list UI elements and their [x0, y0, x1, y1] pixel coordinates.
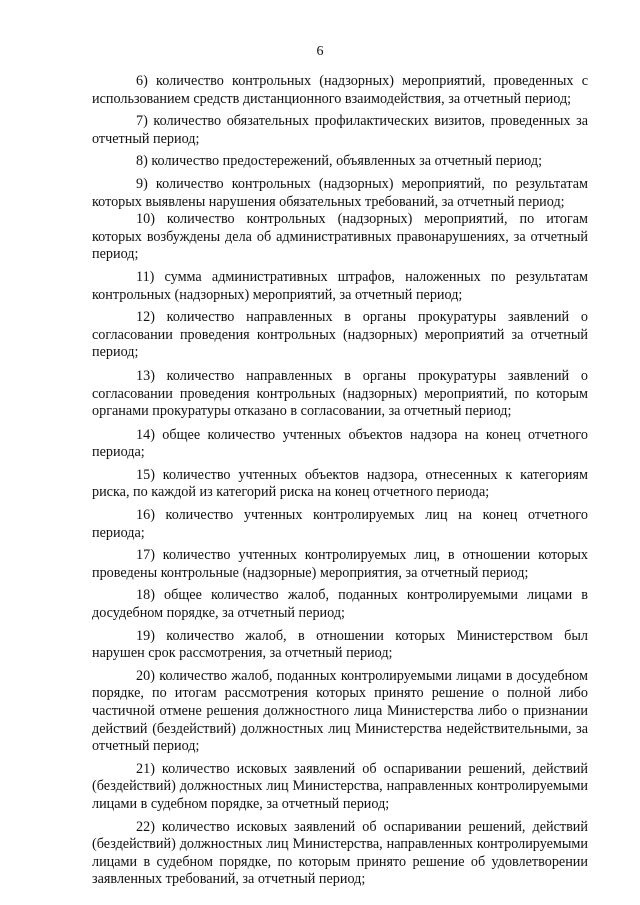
list-item-14: 14) общее количество учтенных объектов надзора на конец отчетного периода; [92, 426, 588, 461]
page-number: 6 [316, 44, 324, 59]
list-item-22: 22) количество исковых заявлений об оспаривании решений, действий (бездействий) должностных лиц Министерства, направленных контролируемыми лицами в судебном порядке, по которым принято решение об удовлетворении заявленных требований, за отчетный период; [92, 818, 588, 888]
list-item-19: 19) количество жалоб, в отношении которых Министерством был нарушен срок рассмотрения, за отчетный период; [92, 627, 588, 662]
list-item-21: 21) количество исковых заявлений об оспаривании решений, действий (бездействий) должностных лиц Министерства, направленных контролируемыми лицами в судебном порядке, за отчетный период; [92, 760, 588, 812]
list-item-17: 17) количество учтенных контролируемых лиц, в отношении которых проведены контрольные (надзорные) мероприятия, за отчетный период; [92, 547, 588, 581]
list-item-6: 6) количество контрольных (надзорных) мероприятий, проведенных с использованием средств дистанционного взаимодействия, за отчетный период; [92, 73, 588, 107]
list-item-9: 9) количество контрольных (надзорных) мероприятий, по результатам которых выявлены нарушения обязательных требований, за отчетный период; [92, 175, 588, 210]
list-item-7: 7) количество обязательных профилактических визитов, проведенных за отчетный период; [92, 113, 588, 147]
list-item-12: 12) количество направленных в органы прокуратуры заявлений о согласовании проведения контрольных (надзорных) мероприятий за отчетный период; [92, 309, 588, 361]
list-item-8: 8) количество предостережений, объявленных за отчетный период; [136, 153, 543, 170]
list-item-15: 15) количество учтенных объектов надзора, отнесенных к категориям риска, по каждой из категорий риска на конец отчетного периода; [92, 466, 588, 501]
list-item-13: 13) количество направленных в органы прокуратуры заявлений о согласовании проведения контрольных (надзорных) мероприятий, по которым органами прокуратуры отказано в согласовании, за отчетный период; [92, 367, 588, 420]
list-item-16: 16) количество учтенных контролируемых лиц на конец отчетного периода; [92, 507, 588, 541]
list-item-20: 20) количество жалоб, поданных контролируемыми лицами в досудебном порядке, по итогам рассмотрения которых принято решение о полной либо частичной отмене решения должностного лица Министерства либо о признании действий (бездействий) должностных лиц Министерства недействительными, за отчетный период; [92, 667, 588, 755]
list-item-11: 11) сумма административных штрафов, наложенных по результатам контрольных (надзорных) мероприятий, за отчетный период; [92, 268, 588, 303]
document-body [92, 73, 588, 889]
list-item-18: 18) общее количество жалоб, поданных контролируемыми лицами в досудебном порядке, за отчетный период; [92, 587, 588, 622]
list-item-10: 10) количество контрольных (надзорных) мероприятий, по итогам которых возбуждены дела об административных правонарушениях, за отчетный период; [92, 211, 588, 263]
